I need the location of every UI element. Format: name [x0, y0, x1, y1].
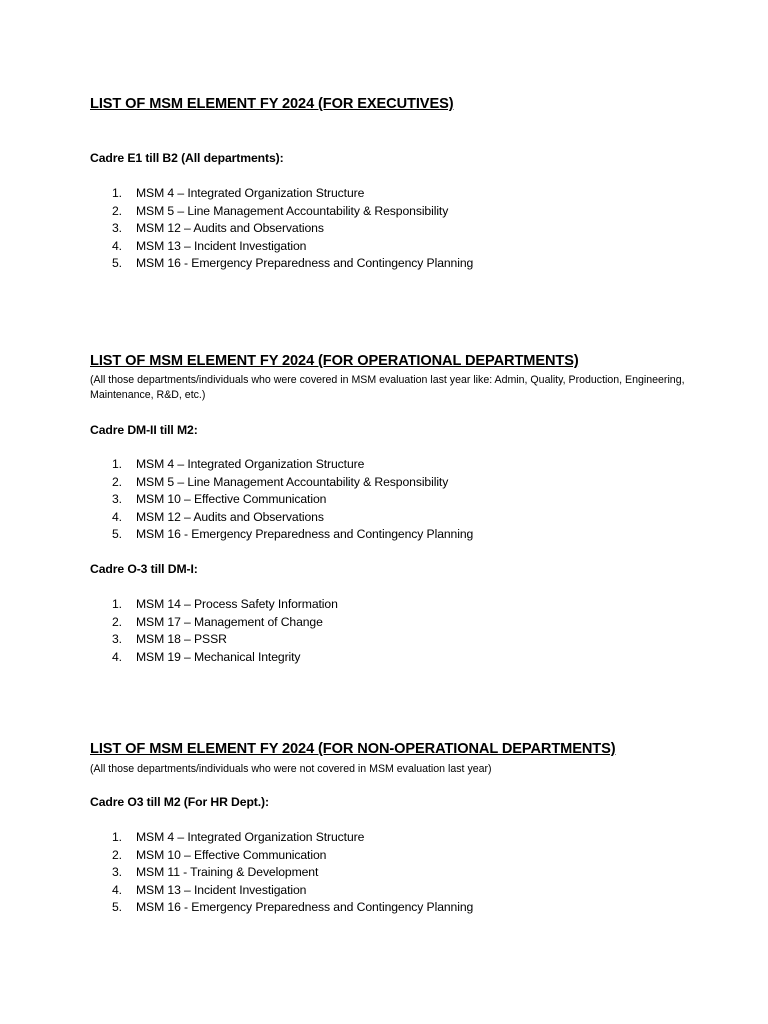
cadre-title-dm2-m2: Cadre DM-II till M2: [90, 423, 198, 437]
list-item-text: MSM 11 - Training & Development [136, 865, 319, 879]
list-number: 3. [112, 492, 122, 506]
list-number: 3. [112, 865, 122, 879]
list-number: 1. [112, 597, 122, 611]
list-item-text: MSM 16 - Emergency Preparedness and Contingency Planning [136, 527, 474, 541]
list-number: 4. [112, 238, 122, 253]
list-item-text: MSM 16 - Emergency Preparedness and Contingency Planning [136, 900, 474, 914]
list-item-text: MSM 10 – Effective Communication [136, 847, 327, 862]
list-item-text: MSM 12 – Audits and Observations [136, 509, 324, 524]
list-number: 5. [112, 900, 122, 914]
list-number: 5. [112, 256, 122, 270]
list-item-text: MSM 13 – Incident Investigation [136, 882, 307, 897]
list-number: 4. [112, 882, 122, 897]
cadre-title-e1-b2: Cadre E1 till B2 (All departments): [90, 151, 284, 165]
list-item-text: MSM 17 – Management of Change [136, 614, 323, 629]
list-item-text: MSM 5 – Line Management Accountability & Responsibility [136, 203, 449, 218]
list-number: 1. [112, 830, 122, 844]
list-number: 2. [112, 474, 122, 489]
section-heading-operational: LIST OF MSM ELEMENT FY 2024 (FOR OPERATIONAL DEPARTMENTS) [90, 353, 579, 369]
list-item-text: MSM 5 – Line Management Accountability & Responsibility [136, 474, 449, 489]
section-heading-non-operational: LIST OF MSM ELEMENT FY 2024 (FOR NON-OPERATIONAL DEPARTMENTS) [90, 741, 616, 757]
list-item-text: MSM 12 – Audits and Observations [136, 221, 324, 235]
list-item-text: MSM 4 – Integrated Organization Structure [136, 186, 365, 200]
list-item-text: MSM 19 – Mechanical Integrity [136, 649, 301, 664]
list-item-text: MSM 10 – Effective Communication [136, 492, 327, 506]
list-item-text: MSM 14 – Process Safety Information [136, 597, 338, 611]
list-number: 2. [112, 614, 122, 629]
list-item-text: MSM 16 - Emergency Preparedness and Contingency Planning [136, 256, 474, 270]
list-number: 2. [112, 847, 122, 862]
list-number: 4. [112, 649, 122, 664]
section-heading-executives: LIST OF MSM ELEMENT FY 2024 (FOR EXECUTIVES) [90, 96, 454, 112]
list-number: 5. [112, 527, 122, 541]
cadre-title-o3-dm1: Cadre O-3 till DM-I: [90, 562, 198, 576]
list-number: 1. [112, 457, 122, 471]
list-item-text: MSM 18 – PSSR [136, 632, 227, 646]
list-item-text: MSM 4 – Integrated Organization Structure [136, 830, 365, 844]
list-number: 4. [112, 509, 122, 524]
section-note-non-operational: (All those departments/individuals who were not covered in MSM evaluation last year) [90, 763, 492, 775]
list-item-text: MSM 4 – Integrated Organization Structure [136, 457, 365, 471]
list-number: 1. [112, 186, 122, 200]
list-number: 3. [112, 632, 122, 646]
list-number: 3. [112, 221, 122, 235]
cadre-title-o3-m2-hr: Cadre O3 till M2 (For HR Dept.): [90, 795, 269, 809]
list-number: 2. [112, 203, 122, 218]
list-item-text: MSM 13 – Incident Investigation [136, 238, 307, 253]
section-note-operational: (All those departments/individuals who were covered in MSM evaluation last year like: Admin, Quality, Production, Engineering, Maintenance, R&D, etc.) [90, 374, 685, 401]
